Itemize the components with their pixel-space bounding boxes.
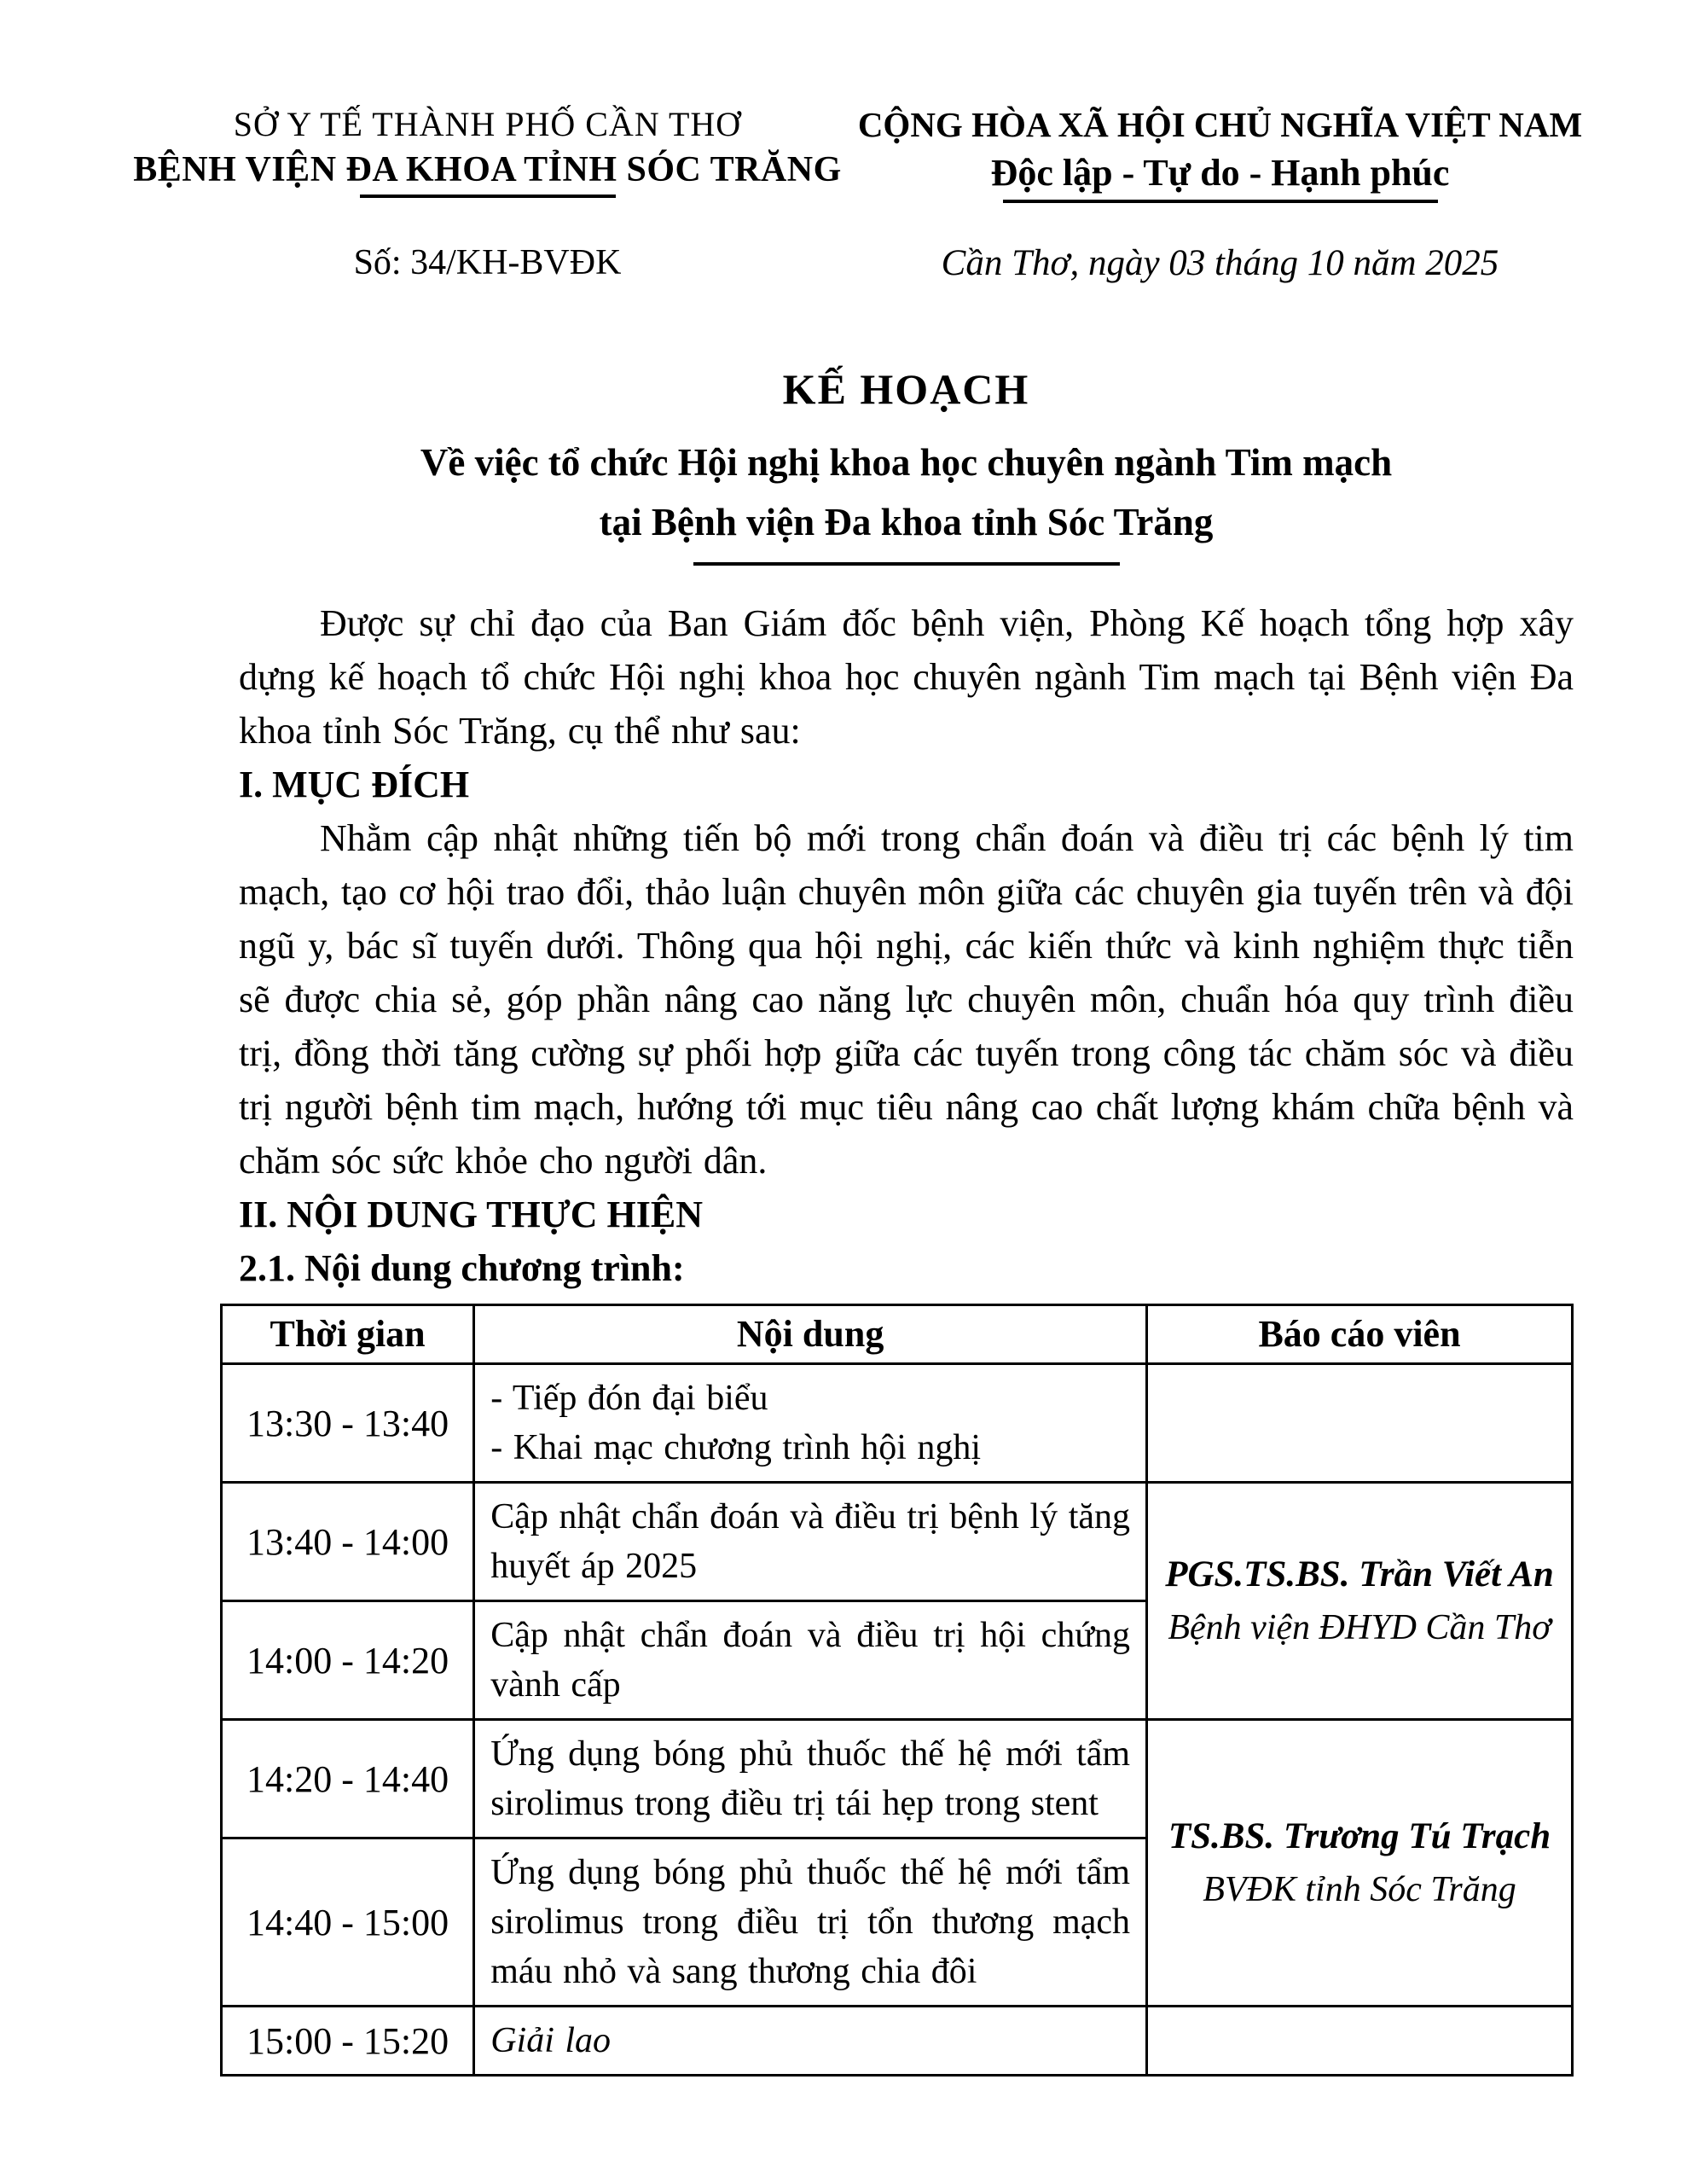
document-subtitle-line2: tại Bệnh viện Đa khoa tỉnh Sóc Trăng <box>599 501 1214 543</box>
document-number: Số: 34/KH-BVĐK <box>353 243 622 282</box>
document-body <box>239 363 1574 2077</box>
time-cell: 13:30 - 13:40 <box>222 1364 474 1483</box>
time-cell: 14:00 - 14:20 <box>222 1601 474 1720</box>
document-subtitle-line1: Về việc tổ chức Hội nghị khoa học chuyên ngành Tim mạch <box>420 441 1393 484</box>
speaker-cell <box>1147 1720 1573 2007</box>
document-header <box>121 102 1586 284</box>
content-cell: Ứng dụng bóng phủ thuốc thế hệ mới tẩm sirolimus trong điều trị tổn thương mạch máu nhỏ và sang thương chia đôi <box>474 1838 1147 2007</box>
national-motto: Độc lập - Tự do - Hạnh phúc <box>990 152 1450 194</box>
section-1-paragraph: Nhằm cập nhật những tiến bộ mới trong chẩn đoán và điều trị các bệnh lý tim mạch, tạo cơ hội trao đổi, thảo luận chuyên môn giữa các chuyên gia tuyến trên và đội ngũ y, bác sĩ tuyến dưới. Thông qua hội nghị, các kiến thức và kinh nghiệm thực tiễn sẽ được chia sẻ, góp phần nâng cao năng lực chuyên môn, chuẩn hóa quy trình điều trị, đồng thời tăng cường sự phối hợp giữa các tuyến trong công tác chăm sóc và điều trị người bệnh tim mạch, hướng tới mục tiêu nâng cao chất lượng khám chữa bệnh và chăm sóc sức khỏe cho người dân. <box>239 817 1574 1182</box>
content-cell-break: Giải lao <box>474 2007 1147 2076</box>
content-cell <box>474 1364 1147 1483</box>
speaker-organization: Bệnh viện ĐHYD Cần Thơ <box>1168 1607 1551 1647</box>
section-2-1-subheading: 2.1. Nội dung chương trình: <box>239 1247 685 1289</box>
table-row <box>222 2007 1573 2076</box>
speaker-name: TS.BS. Trương Tú Trạch <box>1168 1815 1551 1856</box>
speaker-cell <box>1147 1483 1573 1720</box>
time-cell: 14:40 - 15:00 <box>222 1838 474 2007</box>
time-cell: 13:40 - 14:00 <box>222 1483 474 1601</box>
org-name: BỆNH VIỆN ĐA KHOA TỈNH SÓC TRĂNG <box>133 150 842 189</box>
title-block <box>239 363 1574 566</box>
intro-paragraph: Được sự chỉ đạo của Ban Giám đốc bệnh viện, Phòng Kế hoạch tổng hợp xây dựng kế hoạch tổ chức Hội nghị khoa học chuyên ngành Tim mạch tại Bệnh viện Đa khoa tỉnh Sóc Trăng, cụ thể như sau: <box>239 602 1574 752</box>
content-line: - Khai mạc chương trình hội nghị <box>490 1428 982 1467</box>
speaker-organization: BVĐK tỉnh Sóc Trăng <box>1203 1869 1516 1909</box>
time-cell: 14:20 - 14:40 <box>222 1720 474 1838</box>
document-title: KẾ HOẠCH <box>782 365 1030 413</box>
column-header-time: Thời gian <box>222 1305 474 1364</box>
table-header-row <box>222 1305 1573 1364</box>
content-cell: Cập nhật chẩn đoán và điều trị bệnh lý tăng huyết áp 2025 <box>474 1483 1147 1601</box>
program-schedule-table <box>220 1304 1574 2077</box>
org-parent-name: SỞ Y TẾ THÀNH PHỐ CẦN THƠ <box>233 105 742 143</box>
table-row <box>222 1720 1573 1838</box>
content-cell: Ứng dụng bóng phủ thuốc thế hệ mới tẩm sirolimus trong điều trị tái hẹp trong stent <box>474 1720 1147 1838</box>
national-header-block <box>854 102 1586 284</box>
content-cell: Cập nhật chẩn đoán và điều trị hội chứng vành cấp <box>474 1601 1147 1720</box>
section-2-heading: II. NỘI DUNG THỰC HIỆN <box>239 1194 703 1235</box>
speaker-cell-empty <box>1147 1364 1573 1483</box>
org-underline-divider <box>360 195 616 198</box>
table-row <box>222 1364 1573 1483</box>
column-header-content: Nội dung <box>474 1305 1147 1364</box>
motto-underline-divider <box>1003 200 1438 203</box>
national-title: CỘNG HÒA XÃ HỘI CHỦ NGHĨA VIỆT NAM <box>857 105 1583 144</box>
speaker-cell-empty <box>1147 2007 1573 2076</box>
section-1-heading: I. MỤC ĐÍCH <box>239 764 470 805</box>
title-divider <box>693 562 1120 566</box>
table-row <box>222 1483 1573 1601</box>
time-cell: 15:00 - 15:20 <box>222 2007 474 2076</box>
place-date-line: Cần Thơ, ngày 03 tháng 10 năm 2025 <box>941 243 1499 283</box>
column-header-speaker: Báo cáo viên <box>1147 1305 1573 1364</box>
content-line: - Tiếp đón đại biểu <box>490 1379 768 1418</box>
speaker-name: PGS.TS.BS. Trần Viết An <box>1165 1554 1554 1594</box>
issuing-org-block <box>121 102 854 284</box>
